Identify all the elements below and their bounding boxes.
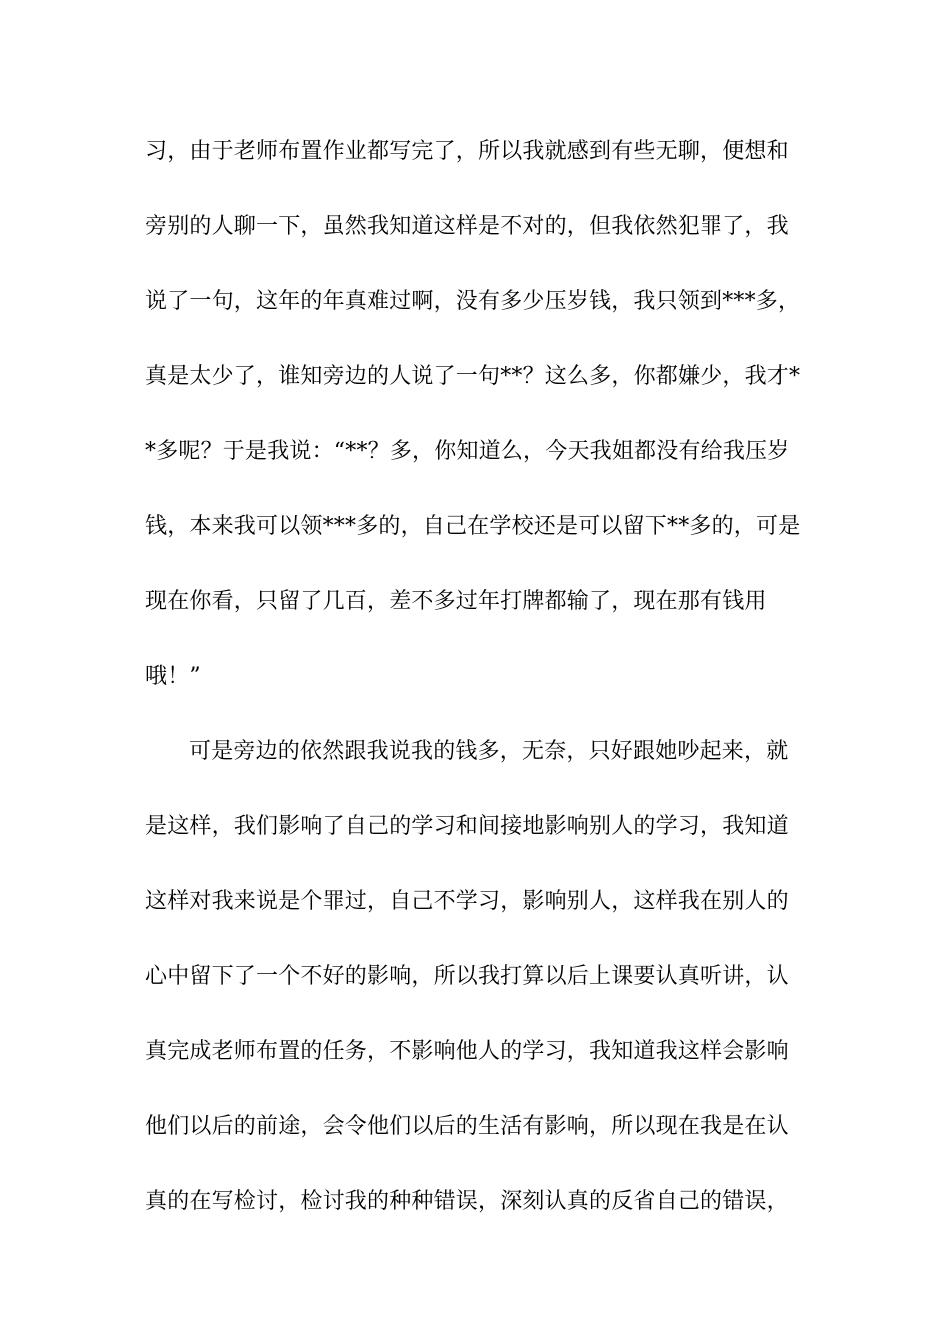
paragraph-1 [145, 130, 825, 730]
text-line: 说了一句，这年的年真难过啊，没有多少压岁钱，我只领到***多， [145, 289, 801, 314]
text-line: 旁别的人聊一下，虽然我知道这样是不对的，但我依然犯罪了，我 [145, 214, 789, 239]
text-line: 真的在写检讨，检讨我的种种错误，深刻认真的反省自己的错误， [145, 1189, 789, 1214]
text-line: 他们以后的前途，会令他们以后的生活有影响，所以现在我是在认 [145, 1114, 789, 1139]
paragraph-2 [145, 730, 825, 1255]
text-line: 这样对我来说是个罪过，自己不学习，影响别人，这样我在别人的 [145, 889, 789, 914]
text-line: 钱，本来我可以领***多的，自己在学校还是可以留下**多的，可是 [145, 514, 801, 539]
text-line: 现在你看，只留了几百，差不多过年打牌都输了，现在那有钱用 [145, 589, 767, 614]
text-line: 心中留下了一个不好的影响，所以我打算以后上课要认真听讲，认 [145, 964, 789, 989]
text-line: 哦！” [145, 664, 201, 689]
text-line: 习，由于老师布置作业都写完了，所以我就感到有些无聊，便想和 [145, 139, 789, 164]
text-line: 真是太少了，谁知旁边的人说了一句**？这么多，你都嫌少，我才* [145, 364, 801, 389]
document-body [145, 130, 825, 1255]
text-line: 真完成老师布置的任务，不影响他人的学习，我知道我这样会影响 [145, 1039, 789, 1064]
text-line: *多呢？于是我说：“**？多，你知道么，今天我姐都没有给我压岁 [145, 439, 790, 464]
text-line: 是这样，我们影响了自己的学习和间接地影响别人的学习，我知道 [145, 814, 789, 839]
text-line: 可是旁边的依然跟我说我的钱多，无奈，只好跟她吵起来，就 [189, 739, 789, 764]
